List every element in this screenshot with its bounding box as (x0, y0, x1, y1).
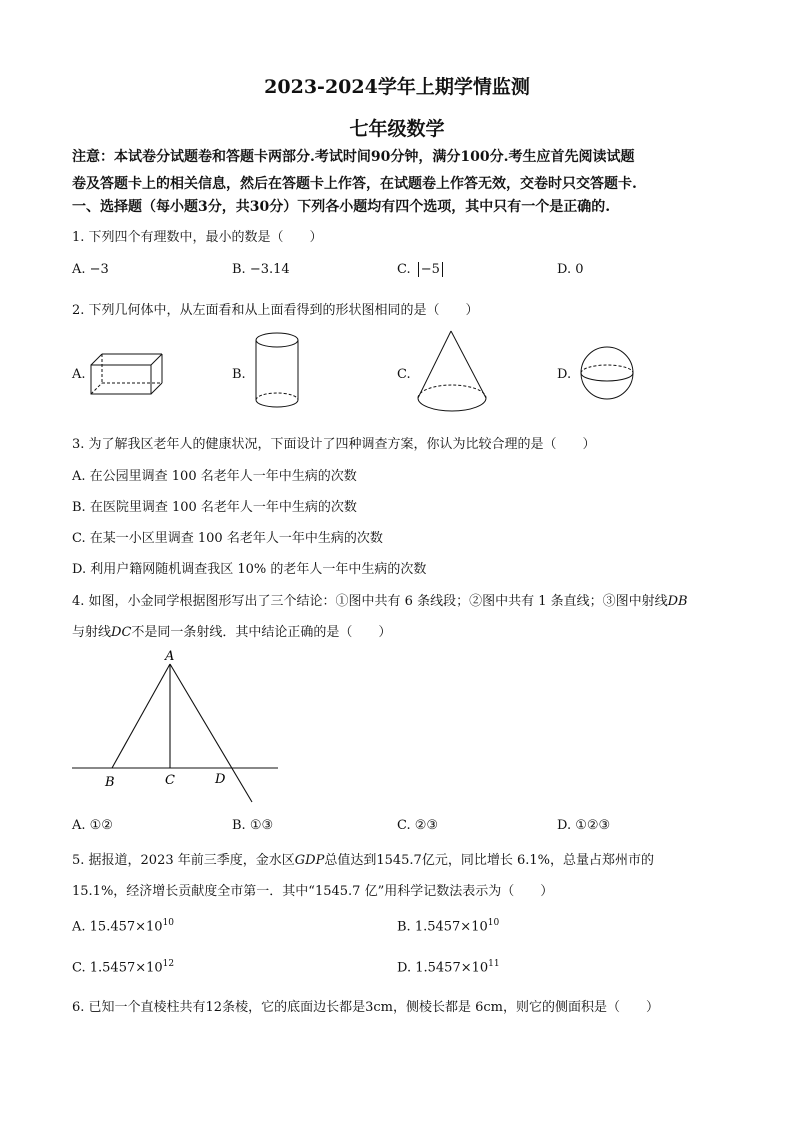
q1-option-b: B. −3.14 (232, 262, 290, 277)
q2-option-d: D. (557, 367, 572, 382)
q4-stem-line-1-text: 4. 如图，小金同学根据图形写出了三个结论：①图中共有 6 条线段；②图中共有 1 条直线；③图中射线 (72, 594, 668, 609)
q4-geometry-figure (66, 642, 286, 810)
q3-option-d: D. 利用户籍网随机调查我区 10% 的老年人一年中生病的次数 (72, 562, 427, 577)
section-1-heading: 一、选择题（每小题3分，共30分）下列各小题均有四个选项，其中只有一个是正确的. (72, 199, 611, 215)
q5-line-1-text-a: 5. 据报道，2023 年前三季度，金水区 (72, 853, 295, 868)
q5-line-1-text-b: 总值达到1545.7亿元，同比增长 6.1%，总量占郑州市的 (324, 853, 654, 868)
notice (72, 144, 732, 198)
q6-stem: 6. 已知一个直棱柱共有12条棱，它的底面边长都是3cm，侧棱长都是 6cm，则它的侧面积是（ ） (72, 1000, 659, 1015)
q4-ray-dc: DC (111, 625, 132, 640)
q1-option-d: D. 0 (557, 262, 584, 277)
q5-stem-line-2: 15.1%，经济增长贡献度全市第一．其中“1545.7 亿”用科学记数法表示为（ ） (72, 884, 554, 899)
q3-stem: 3. 为了解我区老年人的健康状况，下面设计了四种调查方案，你认为比较合理的是（ ） (72, 437, 596, 452)
q5-option-d-base: D. 1.5457×10 (397, 960, 489, 976)
q2-option-a: A. (72, 367, 86, 382)
q4-option-d: D. ①②③ (557, 818, 611, 833)
q2-option-b: B. (232, 367, 246, 382)
q5-option-c-base: C. 1.5457×10 (72, 960, 163, 976)
q2-stem: 2. 下列几何体中，从左面看和从上面看得到的形状图相同的是（ ） (72, 303, 479, 318)
q5-option-b (397, 918, 499, 934)
q5-option-d-exp: 11 (488, 959, 500, 969)
q1-option-c (397, 262, 443, 277)
q5-option-d (397, 959, 500, 975)
cylinder-figure (252, 330, 304, 412)
point-b-label: B (105, 775, 115, 790)
q1-stem: 1. 下列四个有理数中，最小的数是（ ） (72, 230, 323, 245)
q5-option-a (72, 918, 174, 934)
exam-title: 2023-2024学年上期学情监测 (264, 76, 530, 98)
q5-option-c (72, 959, 174, 975)
q4-option-a: A. ①② (72, 818, 113, 833)
q5-option-c-exp: 12 (162, 959, 175, 969)
q4-stem-line-2-text-a: 与射线 (72, 625, 112, 640)
q4-stem-line-2 (72, 621, 391, 640)
q1-option-a: A. −3 (72, 262, 109, 277)
notice-line-1: 注意：本试卷分试题卷和答题卡两部分.考试时间90分钟，满分100分.考生应首先阅读试题 (72, 149, 635, 165)
q4-stem-line-1 (72, 590, 688, 609)
cuboid-figure (86, 350, 166, 398)
q5-option-b-exp: 10 (487, 918, 500, 928)
cone-figure (414, 328, 492, 420)
q5-stem-line-1 (72, 849, 654, 868)
q4-option-b: B. ①③ (232, 818, 274, 833)
q3-option-a: A. 在公园里调查 100 名老年人一年中生病的次数 (72, 469, 357, 484)
q5-gdp: GDP (294, 853, 325, 868)
q3-option-c: C. 在某一小区里调查 100 名老年人一年中生病的次数 (72, 531, 383, 546)
sphere-figure (578, 344, 638, 404)
notice-line-2: 卷及答题卡上的相关信息，然后在答题卡上作答，在试题卷上作答无效，交卷时只交答题卡. (72, 176, 637, 192)
q5-option-a-base: A. 15.457×10 (72, 919, 163, 935)
q1-option-c-prefix: C. (397, 262, 415, 277)
q5-option-a-exp: 10 (162, 918, 175, 928)
exam-subtitle: 七年级数学 (349, 118, 445, 140)
point-d-label: D (215, 772, 226, 787)
q2-option-c: C. (397, 367, 411, 382)
q5-option-b-base: B. 1.5457×10 (397, 919, 488, 935)
q4-option-c: C. ②③ (397, 818, 439, 833)
q4-ray-db: DB (667, 594, 688, 609)
q1-option-c-abs: −5 (418, 262, 443, 277)
point-a-label: A (165, 649, 175, 664)
point-c-label: C (165, 773, 175, 788)
q3-option-b: B. 在医院里调查 100 名老年人一年中生病的次数 (72, 500, 357, 515)
q4-stem-line-2-text-b: 不是同一条射线．其中结论正确的是（ ） (131, 625, 392, 640)
